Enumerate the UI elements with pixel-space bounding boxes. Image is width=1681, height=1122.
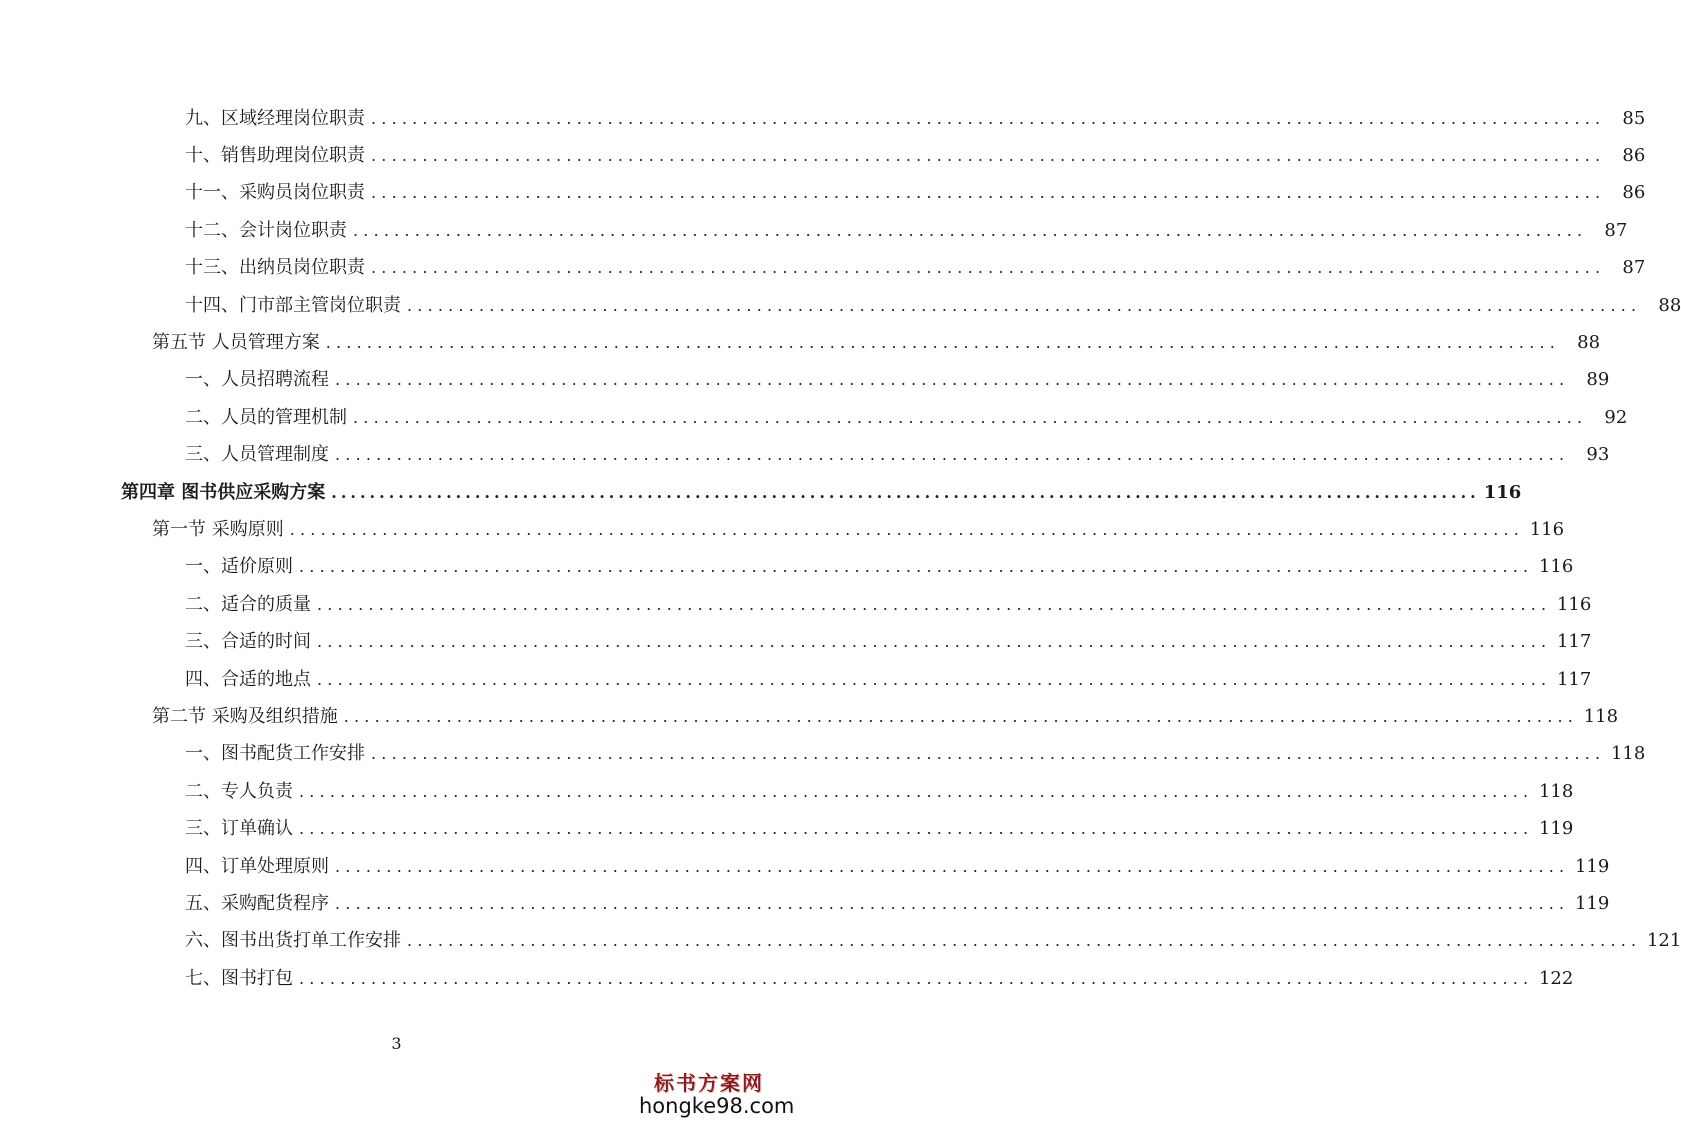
toc-entry[interactable] <box>0 212 1628 249</box>
page-number: 3 <box>391 1034 402 1053</box>
toc-entry[interactable] <box>0 137 1646 174</box>
toc-entry-page: 89 <box>1586 369 1610 391</box>
toc-entry-title: 十四、门市部主管岗位职责 <box>185 294 401 316</box>
toc-dot-leader: ........................................................................................................................ <box>407 931 1642 951</box>
toc-entry-title: 二、人员的管理机制 <box>185 406 347 428</box>
toc-chapter-entry[interactable] <box>0 474 1522 511</box>
toc-entry-title: 十三、出纳员岗位职责 <box>185 257 365 279</box>
toc-entry[interactable] <box>0 736 1646 773</box>
toc-entry-title: 十二、会计岗位职责 <box>185 219 347 241</box>
toc-dot-leader: ........................................................................................................................ <box>371 108 1606 128</box>
toc-entry[interactable] <box>0 399 1628 436</box>
toc-entry-page: 119 <box>1574 855 1610 877</box>
toc-entry-title: 一、人员招聘流程 <box>185 369 329 391</box>
toc-entry[interactable] <box>0 362 1610 399</box>
toc-entry[interactable] <box>0 960 1574 997</box>
toc-entry-title: 二、适合的质量 <box>185 593 311 615</box>
toc-entry-page: 86 <box>1622 145 1646 167</box>
toc-dot-leader: ........................................................................................................................ <box>343 706 1579 726</box>
toc-entry-title: 第二节 采购及组织措施 <box>152 705 338 727</box>
toc-entry-page: 88 <box>1658 294 1681 316</box>
toc-entry[interactable] <box>0 175 1646 212</box>
toc-dot-leader: ........................................................................................................................ <box>317 594 1552 614</box>
toc-entry-page: 86 <box>1622 182 1646 204</box>
toc-entry-title: 三、人员管理制度 <box>185 444 329 466</box>
toc-entry[interactable] <box>0 661 1592 698</box>
toc-section-entry[interactable] <box>0 698 1619 735</box>
toc-dot-leader: ........................................................................................................................ <box>335 445 1570 465</box>
toc-entry-title: 四、合适的地点 <box>185 668 311 690</box>
toc-dot-leader: ........................................................................................................................ <box>353 407 1588 427</box>
toc-dot-leader: ........................................................................................................................ <box>371 183 1606 203</box>
toc-entry-page: 117 <box>1556 668 1592 690</box>
toc-dot-leader: ........................................................................................................................ <box>299 557 1534 577</box>
toc-entry-title: 十一、采购员岗位职责 <box>185 182 365 204</box>
toc-entry-title: 六、图书出货打单工作安排 <box>185 930 401 952</box>
watermark-url: hongke98.com <box>639 1094 795 1118</box>
toc-entry-page: 92 <box>1604 406 1628 428</box>
toc-entry-page: 118 <box>1610 743 1646 765</box>
toc-dot-leader: ........................................................................................................................ <box>335 856 1570 876</box>
toc-entry-title: 十、销售助理岗位职责 <box>185 145 365 167</box>
toc-entry[interactable] <box>0 100 1646 137</box>
toc-dot-leader: ........................................................................................................................ <box>325 333 1561 353</box>
toc-entry-title: 九、区域经理岗位职责 <box>185 107 365 129</box>
toc-dot-leader: ........................................................................................................................ <box>299 968 1534 988</box>
site-watermark <box>639 1067 795 1118</box>
watermark-logo-text: 标书方案网 <box>654 1071 764 1095</box>
toc-dot-leader: ........................................................................................................................ <box>335 893 1570 913</box>
toc-section-entry[interactable] <box>0 324 1601 361</box>
toc-dot-leader: ........................................................................................................................ <box>289 519 1525 539</box>
toc-entry-page: 87 <box>1604 219 1628 241</box>
toc-dot-leader: ........................................................................................................................ <box>335 370 1570 390</box>
toc-entry[interactable] <box>0 250 1646 287</box>
toc-entry[interactable] <box>0 437 1610 474</box>
toc-entry[interactable] <box>0 623 1592 660</box>
toc-entry[interactable] <box>0 885 1610 922</box>
toc-entry-title: 七、图书打包 <box>185 967 293 989</box>
toc-entry-page: 122 <box>1538 967 1574 989</box>
toc-dot-leader: ........................................................................................................................ <box>317 669 1552 689</box>
toc-entry[interactable] <box>0 773 1574 810</box>
toc-entry-page: 93 <box>1586 444 1610 466</box>
toc-entry-page: 116 <box>1483 481 1522 503</box>
toc-entry-page: 116 <box>1538 556 1574 578</box>
toc-entry-title: 四、订单处理原则 <box>185 855 329 877</box>
toc-entry[interactable] <box>0 923 1681 960</box>
toc-entry-title: 一、图书配货工作安排 <box>185 743 365 765</box>
toc-entry[interactable] <box>0 549 1574 586</box>
toc-dot-leader: ........................................................................................................................ <box>353 220 1588 240</box>
toc-dot-leader: ........................................................................................................................ <box>299 781 1534 801</box>
toc-entry-title: 第四章 图书供应采购方案 <box>121 481 326 503</box>
toc-entry-page: 119 <box>1574 892 1610 914</box>
toc-entry-page: 118 <box>1538 780 1574 802</box>
toc-dot-leader: ........................................................................................................................ <box>371 258 1606 278</box>
toc-entry-title: 第一节 采购原则 <box>152 518 284 540</box>
toc-entry-title: 二、专人负责 <box>185 780 293 802</box>
toc-entry[interactable] <box>0 586 1592 623</box>
toc-dot-leader: ........................................................................................................................ <box>299 819 1534 839</box>
toc-entry-page: 116 <box>1529 518 1565 540</box>
toc-entry-page: 116 <box>1556 593 1592 615</box>
toc-entry-title: 三、合适的时间 <box>185 631 311 653</box>
toc-entry[interactable] <box>0 810 1574 847</box>
toc-dot-leader: ........................................................................................................................ <box>331 482 1480 502</box>
toc-entry-title: 一、适价原则 <box>185 556 293 578</box>
toc-entry-page: 121 <box>1646 930 1681 952</box>
toc-entry-page: 117 <box>1556 631 1592 653</box>
toc-entry-page: 118 <box>1583 705 1619 727</box>
toc-entry-page: 119 <box>1538 818 1574 840</box>
toc-entry[interactable] <box>0 848 1610 885</box>
toc-entry-page: 85 <box>1622 107 1646 129</box>
toc-dot-leader: ........................................................................................................................ <box>317 632 1552 652</box>
toc-entry-page: 88 <box>1577 332 1601 354</box>
toc-section-entry[interactable] <box>0 511 1565 548</box>
toc-dot-leader: ........................................................................................................................ <box>407 295 1642 315</box>
table-of-contents <box>0 100 1681 997</box>
toc-entry-title: 三、订单确认 <box>185 818 293 840</box>
toc-entry-title: 五、采购配货程序 <box>185 892 329 914</box>
toc-dot-leader: ........................................................................................................................ <box>371 146 1606 166</box>
toc-entry-page: 87 <box>1622 257 1646 279</box>
toc-dot-leader: ........................................................................................................................ <box>371 744 1606 764</box>
toc-entry[interactable] <box>0 287 1681 324</box>
toc-entry-title: 第五节 人员管理方案 <box>152 332 320 354</box>
